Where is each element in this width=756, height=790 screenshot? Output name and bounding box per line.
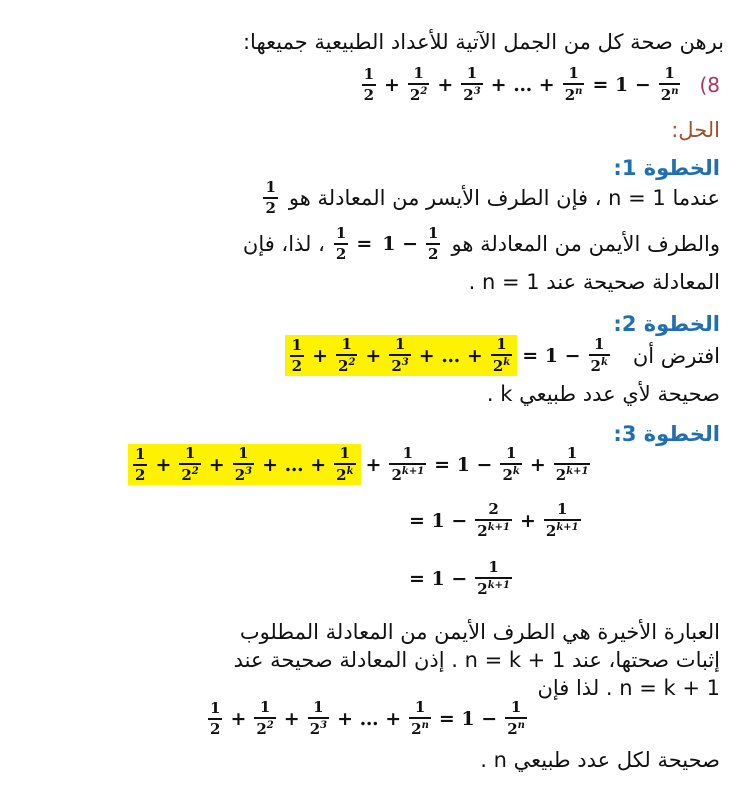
final-formula: $\frac{1}{2}$ + $\frac{1}{2^2}$ + $\frac{1}{2^3}$ + … + $\frac{1}{2^n}$ = 1 − $\frac{1}{2^n}$ <box>210 698 525 738</box>
step3-eq2: = 1 − $\frac{2}{2^{k+1}}$ + $\frac{1}{2^{k+1}}$ <box>409 500 579 540</box>
highlight-sum: $\frac{1}{2}$ + $\frac{1}{2^2}$ + $\frac{1}{2^3}$ + … + $\frac{1}{2^k}$ <box>285 335 518 376</box>
step3-para1: العبارة الأخيرة هي الطرف الأيمن من المعادلة المطلوب <box>239 620 720 644</box>
step1-line2: والطرف الأيمن من المعادلة هو $\frac{1}{2}$ = 1 − $\frac{1}{2}$ ، لذا، فإن <box>242 224 720 263</box>
solution-label: الحل: <box>671 118 720 142</box>
problem-number: (8 <box>699 72 720 97</box>
final-statement: صحيحة لكل عدد طبيعي n . <box>480 748 720 772</box>
step3-para3: n = k + 1 . لذا فإن <box>537 676 720 700</box>
step3-eq3: = 1 − $\frac{1}{2^{k+1}}$ <box>409 558 510 598</box>
step2-title: الخطوة 2: <box>613 312 720 336</box>
problem-statement <box>359 66 720 103</box>
step3-eq1: $\frac{1}{2}$ + $\frac{1}{2^2}$ + $\frac{1}{2^3}$ + … + $\frac{1}{2^k}$ + $\frac{1}{2^{k+1}}$ = 1 − $\frac{1}{2^k}$ + $\frac{1}{2^{k+1}}$ <box>128 444 593 485</box>
step1-title: الخطوة 1: <box>613 156 720 180</box>
step3-para2: إثبات صحتها، عند n = k + 1 . إذن المعادلة صحيحة عند <box>233 648 720 672</box>
step2-line2: صحيحة لأي عدد طبيعي k . <box>486 382 720 406</box>
problem-formula: $\frac{1}{2}$ + $\frac{1}{2^2}$ + $\frac{1}{2^3}$ + … + $\frac{1}{2^n}$ = 1 − $\frac{1}{2^n}$ <box>363 64 679 104</box>
step2-assumption: افترض أن $\frac{1}{2}$ + $\frac{1}{2^2}$ + $\frac{1}{2^3}$ + … + $\frac{1}{2^k}$ = 1 − $\frac{1}{2^k}$ <box>285 335 720 376</box>
step1-line3: المعادلة صحيحة عند n = 1 . <box>468 270 720 294</box>
step3-title: الخطوة 3: <box>613 422 720 446</box>
problem-intro: برهن صحة كل من الجمل الآتية للأعداد الطبيعية جميعها: <box>242 30 724 54</box>
step1-line1: عندما n = 1 ، فإن الطرف الأيسر من المعادلة هو $\frac{1}{2}$ <box>265 178 720 217</box>
highlight-sum-step3: $\frac{1}{2}$ + $\frac{1}{2^2}$ + $\frac{1}{2^3}$ + … + $\frac{1}{2^k}$ <box>128 444 361 485</box>
